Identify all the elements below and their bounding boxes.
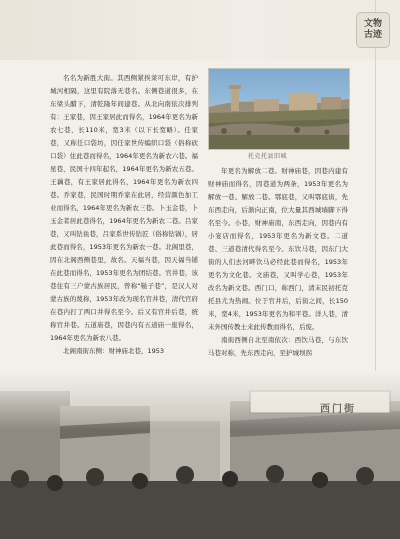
text-column-left	[50, 72, 198, 358]
old-street-photo	[0, 371, 400, 539]
ruins-photo	[208, 68, 350, 150]
header-band	[0, 0, 400, 60]
stamp-line-2: 古迹	[363, 30, 382, 40]
street-sign-text: 西门街	[320, 404, 356, 415]
paragraph: 年更名为解放二巷。财神庙巷，因巷内建有财神庙而得名，因巷道为两条，1953年更名为解放一巷、解放二巷。鄂底巷，又叫鄂底街，先东西走向，后渐向正南，位大量其西城墙脚下得名至今。小巷，财神庙南，东西走向，因巷内有小宴店而得名，1953年更名为新文巷。二道巷、三道巷清代得名至今。东饮马巷，因东门大街的人们去河畔饮马必经此巷而得名，1953年更名为文化巷。文庙巷，又叫学心巷，1953年改名为新文巷。西门口，称西门，清末民初托克托县尤为热闹。位于官井后，后街之间，长150米，宽4米，1953年更名为和平巷。洋人巷，清末外国传教士来此传教而得名，后废。	[208, 167, 348, 331]
text-column-right	[208, 165, 348, 360]
photo-caption: 托克托县旧城	[248, 153, 288, 160]
stamp-line-1: 文物	[363, 19, 382, 29]
paragraph: 北阁南街东侧：财神庙北巷，1953	[63, 347, 165, 355]
section-stamp-logo	[356, 12, 390, 48]
paragraph: 南街西侧自北至南依次：西饮马巷，与东饮马巷对称，先东西走向，至护城坝拐	[208, 336, 348, 357]
paragraph: 名名为新胜大街。其西侧紧挨莱可东岸，有护城河相隔，这里有院落无巷名。东侧巷道很多，在东梁头醋下，清乾隆年间建巷。从北向南依次排列有：王家巷，因王家居此而得名，1964年更名为新农七巷，长110米，宽3米（以下长宽略）。任家巷，又称任口袋坊，因任家世传编织口袋（俗称砍口袋）住此巷而得名，1964年更名为新农六巷。福星巷，民国十四年起名，1964年更名为新农五巷。王藕巷，有王家居此得名，1964年更名为新农四巷。乔家巷，民国时期乔家在此居，经营颜色加工业而得名，1964年更名为新农三巷。卜玉金巷，卜玉金者居此巷得名，1964年更名为新农二巷。吕家巷，又叫钻鱼巷，吕家系世传钻匠（俗称钻锅），居此巷而得名，1953年更名为新农一巷。北阁里巷，因在北阁西侧巷里，故名。天福当巷，因天福当铺在此巷而得名，1953年更名为团结巷。官井巷，该巷住有三户蒙古族居民，曾称“鞑子巷”，是汉人对蒙古族的蔑称，1953年改为现名官井巷，清代官府在巷内打了两口井得名至今。后又有官井后巷，统称官井巷。五道庙巷，因巷内有五道庙一座得名，1964年更名为新农八巷。	[50, 74, 198, 342]
